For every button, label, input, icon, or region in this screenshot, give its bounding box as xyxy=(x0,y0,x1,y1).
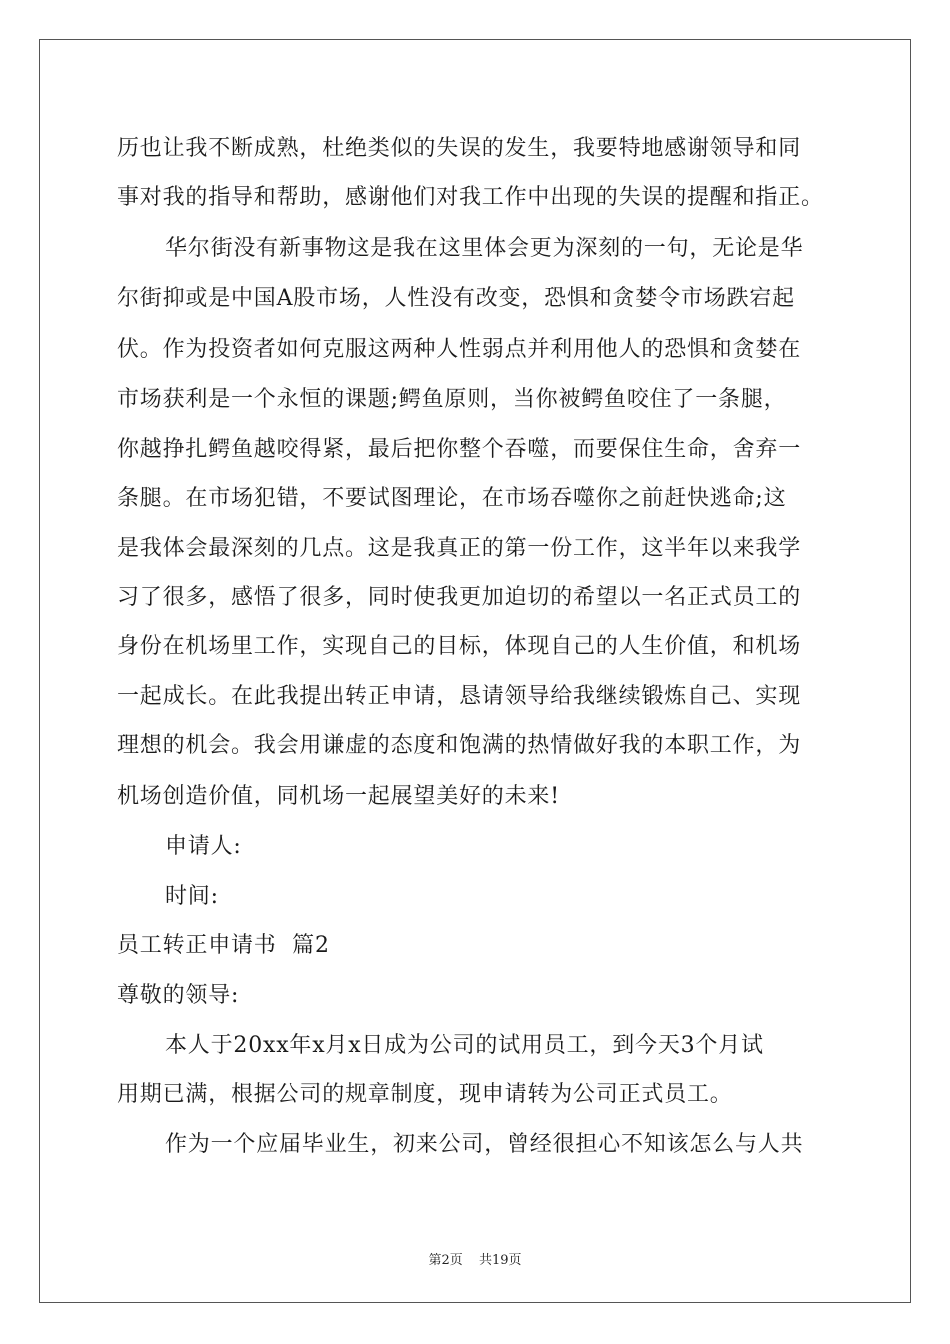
text-line: 一起成长。在此我提出转正申请，恳请领导给我继续锻炼自己、实现 xyxy=(117,684,802,709)
text-line: 你越挣扎鳄鱼越咬得紧，最后把你整个吞噬，而要保住生命，舍弃一 xyxy=(117,437,802,462)
page-total: 共19页 xyxy=(478,1253,522,1268)
page-border xyxy=(39,39,911,1303)
text-line: 习了很多，感悟了很多，同时使我更加迫切的希望以一名正式员工的 xyxy=(117,585,802,610)
text-line: 尔街抑或是中国A股市场，人性没有改变，恐惧和贪婪令市场跌宕起 xyxy=(117,286,795,311)
text-line: 是我体会最深刻的几点。这是我真正的第一份工作，这半年以来我学 xyxy=(117,536,802,561)
text-line: 事对我的指导和帮助，感谢他们对我工作中出现的失误的提醒和指正。 xyxy=(117,185,824,210)
text-line: 作为一个应届毕业生，初来公司，曾经很担心不知该怎么与人共 xyxy=(165,1132,804,1157)
text-line: 伏。作为投资者如何克服这两种人性弱点并利用他人的恐惧和贪婪在 xyxy=(117,337,802,362)
text-line: 华尔街没有新事物这是我在这里体会更为深刻的一句，无论是华 xyxy=(165,236,804,261)
applicant-label: 申请人: xyxy=(165,834,242,859)
text-line: 条腿。在市场犯错，不要试图理论，在市场吞噬你之前赶快逃命;这 xyxy=(117,486,787,511)
text-line: 本人于20xx年x月x日成为公司的试用员工，到今天3个月试 xyxy=(165,1033,764,1058)
text-line: 市场获利是一个永恒的课题;鳄鱼原则，当你被鳄鱼咬住了一条腿， xyxy=(117,387,787,412)
page-footer xyxy=(0,1249,950,1268)
text-line: 理想的机会。我会用谦虚的态度和饱满的热情做好我的本职工作，为 xyxy=(117,733,802,758)
salutation: 尊敬的领导: xyxy=(117,983,240,1008)
text-line: 机场创造价值，同机场一起展望美好的未来! xyxy=(117,784,560,809)
time-label: 时间: xyxy=(165,884,219,909)
text-line: 历也让我不断成熟，杜绝类似的失误的发生，我要特地感谢领导和同 xyxy=(117,136,802,161)
section-title: 员工转正申请书 篇2 xyxy=(117,933,330,958)
text-line: 用期已满，根据公司的规章制度，现申请转为公司正式员工。 xyxy=(117,1082,733,1107)
text-line: 身份在机场里工作，实现自己的目标，体现自己的人生价值，和机场 xyxy=(117,634,802,659)
page-number: 第2页 xyxy=(428,1253,463,1268)
